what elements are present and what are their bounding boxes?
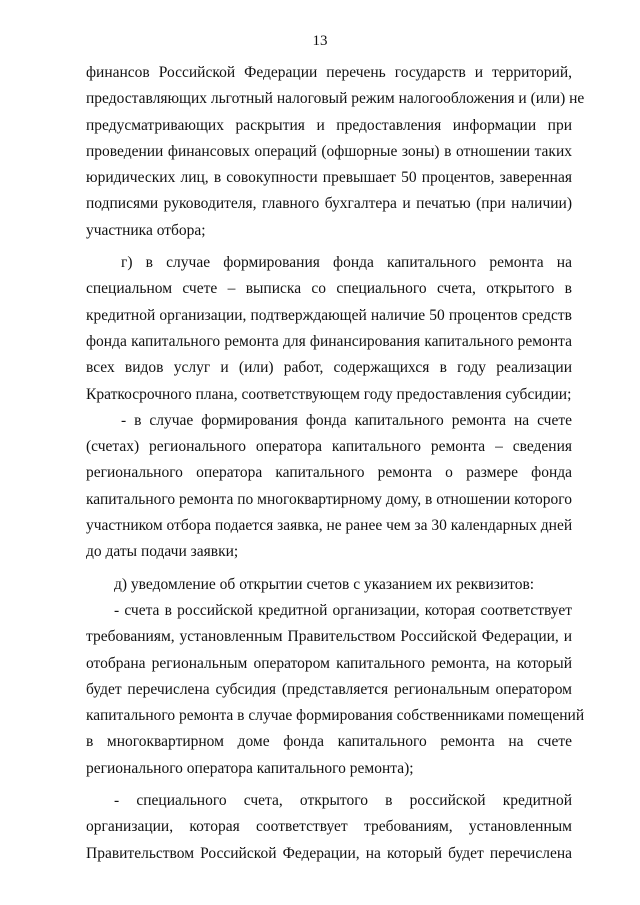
paragraph-item-g [86,250,572,408]
text-line: отобрана региональным оператором капитального ремонта, на который [86,654,572,672]
paragraph-item-g-sub [86,408,572,566]
paragraph-continuation [86,60,585,244]
text-line: Краткосрочного плана, соответствующем году предоставления субсидии; [86,385,572,403]
text-line: регионального оператора капитального ремонта о размере фонда [86,464,572,482]
text-line: проведении финансовых операций (офшорные зоны) в отношении таких [86,142,572,160]
text-line: - счета в российской кредитной организации, которая соответствует [114,601,572,619]
paragraph-item-d [86,572,572,598]
text-line: будет перечислена субсидия (представляется региональным оператором [86,680,572,698]
text-line: юридических лиц, в совокупности превышает 50 процентов, заверенная [86,169,572,187]
text-line: - в случае формирования фонда капитального ремонта на счете [121,411,572,429]
text-line: до даты подачи заявки; [86,543,239,561]
text-line: специальном счете – выписка со специального счета, открытого в [86,280,572,298]
text-line: требованиям, установленным Правительством Российской Федерации, и [86,628,572,646]
text-line: предусматривающих раскрытия и предоставления информации при [86,116,572,134]
document-body [86,60,585,867]
text-line: всех видов услуг и (или) работ, содержащихся в году реализации [86,359,572,377]
paragraph-item-d-sub2 [86,788,572,867]
text-line: д) уведомление об открытии счетов с указанием их реквизитов: [114,575,535,593]
text-line: подписями руководителя, главного бухгалтера и печатью (при наличии) [86,195,572,213]
text-line: г) в случае формирования фонда капитального ремонта на [121,254,572,272]
text-line: кредитной организации, подтверждающей наличие 50 процентов средств [86,306,572,324]
text-line: Правительством Российской Федерации, на который будет перечислена [86,844,572,862]
text-line: финансов Российской Федерации перечень государств и территорий, [86,64,572,81]
text-line: организации, которая соответствует требованиям, установленным [86,818,572,836]
text-line: капитального ремонта в случае формирования собственниками помещений [86,707,585,725]
text-line: участника отбора; [86,221,206,239]
text-line: (счетах) регионального оператора капитального ремонта – сведения [86,438,572,456]
page-number: 13 [312,33,328,49]
text-line: предоставляющих льготный налоговый режим налогообложения и (или) не [86,90,585,108]
text-line: участником отбора подается заявка, не ранее чем за 30 календарных дней [86,517,573,535]
text-line: в многоквартирном доме фонда капитального ремонта на счете [86,733,572,751]
text-line: капитального ремонта по многоквартирному дому, в отношении которого [86,490,572,508]
text-line: фонда капитального ремонта для финансирования капитального ремонта [86,332,572,350]
paragraph-item-d-sub1 [86,598,585,782]
text-line: регионального оператора капитального ремонта); [86,759,414,777]
text-line: - специального счета, открытого в российской кредитной [114,792,572,810]
